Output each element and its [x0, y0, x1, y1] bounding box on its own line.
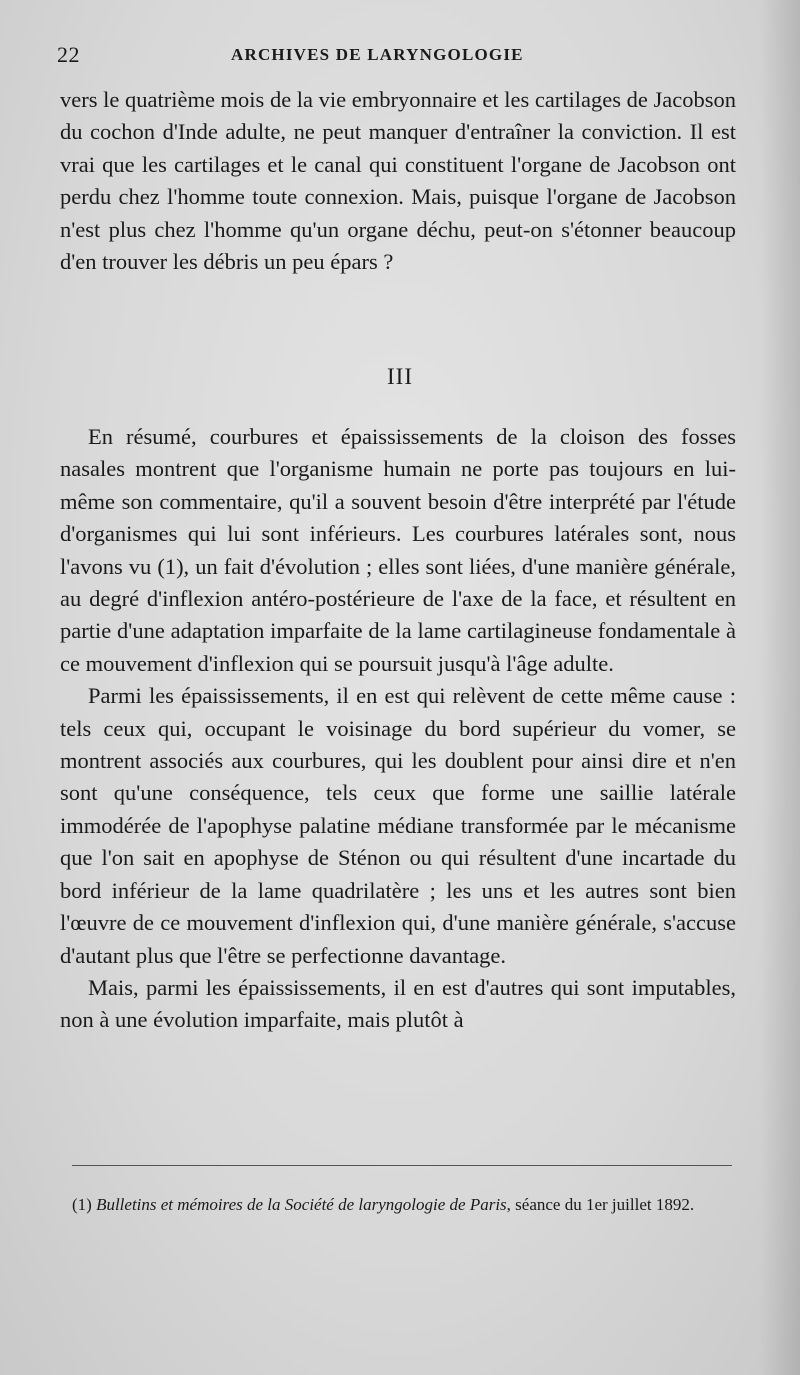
paragraph-2: En résumé, courbures et épaississements de la cloison des fosses nasales montrent que l'organisme humain ne porte pas toujours en lui-même son commentaire, qu'il a souvent besoin d'être interprété par l'étude d'organismes qui lui sont inférieurs. Les courbures latérales sont, nous l'avons vu (1), un fait d'évolution ; elles sont liées, d'une manière générale, au degré d'inflexion antéro-postérieure de l'axe de la face, et résultent en partie d'une adaptation imparfaite de la lame cartilagineuse fondamentale à ce mouvement d'inflexion qui se poursuit jusqu'à l'âge adulte.: [60, 424, 736, 676]
body-text-top: [60, 84, 736, 278]
footnote-title: Bulletins et mémoires de la Société de laryngologie de Paris: [96, 1195, 507, 1214]
body-text-main: [60, 421, 736, 1037]
footnote-rule: [72, 1165, 732, 1166]
page-header: [57, 42, 737, 72]
page-number: 22: [57, 42, 80, 67]
paragraph-3: Parmi les épaississements, il en est qui relèvent de cette même cause : tels ceux qui, occupant le voisinage du bord supérieur du vomer, se montrent associés aux courbures, qui les doublent pour ainsi dire et n'en sont qu'une conséquence, tels ceux que forme une saillie latérale immodérée de l'apophyse palatine médiane transformée par le mécanisme que l'on sait en apophyse de Sténon ou qui résultent d'une incartade du bord inférieur de la lame quadrilatère ; les uns et les autres sont bien l'œuvre de ce mouvement d'inflexion qui, d'une manière générale, s'accuse d'autant plus que l'être se perfectionne davantage.: [60, 683, 736, 968]
footnote: [72, 1192, 738, 1217]
section-heading: III: [387, 364, 413, 389]
footnote-rest: , séance du 1er juillet 1892.: [506, 1195, 695, 1214]
paragraph-4: Mais, parmi les épaississements, il en est d'autres qui sont imputables, non à une évolution imparfaite, mais plutôt à: [60, 974, 736, 1033]
footnote-marker: (1): [72, 1195, 92, 1214]
running-head: ARCHIVES DE LARYNGOLOGIE: [231, 45, 524, 64]
paragraph-1: vers le quatrième mois de la vie embryonnaire et les cartilages de Jacobson du cochon d'Inde adulte, ne peut manquer d'entraîner la conviction. Il est vrai que les cartilages et le canal qui constituent l'organe de Jacobson ont perdu chez l'homme toute connexion. Mais, puisque l'organe de Jacobson n'est plus chez l'homme qu'un organe déchu, peut-on s'étonner beaucoup d'en trouver les débris un peu épars ?: [60, 87, 736, 275]
page-edge-shadow: [760, 0, 800, 1375]
